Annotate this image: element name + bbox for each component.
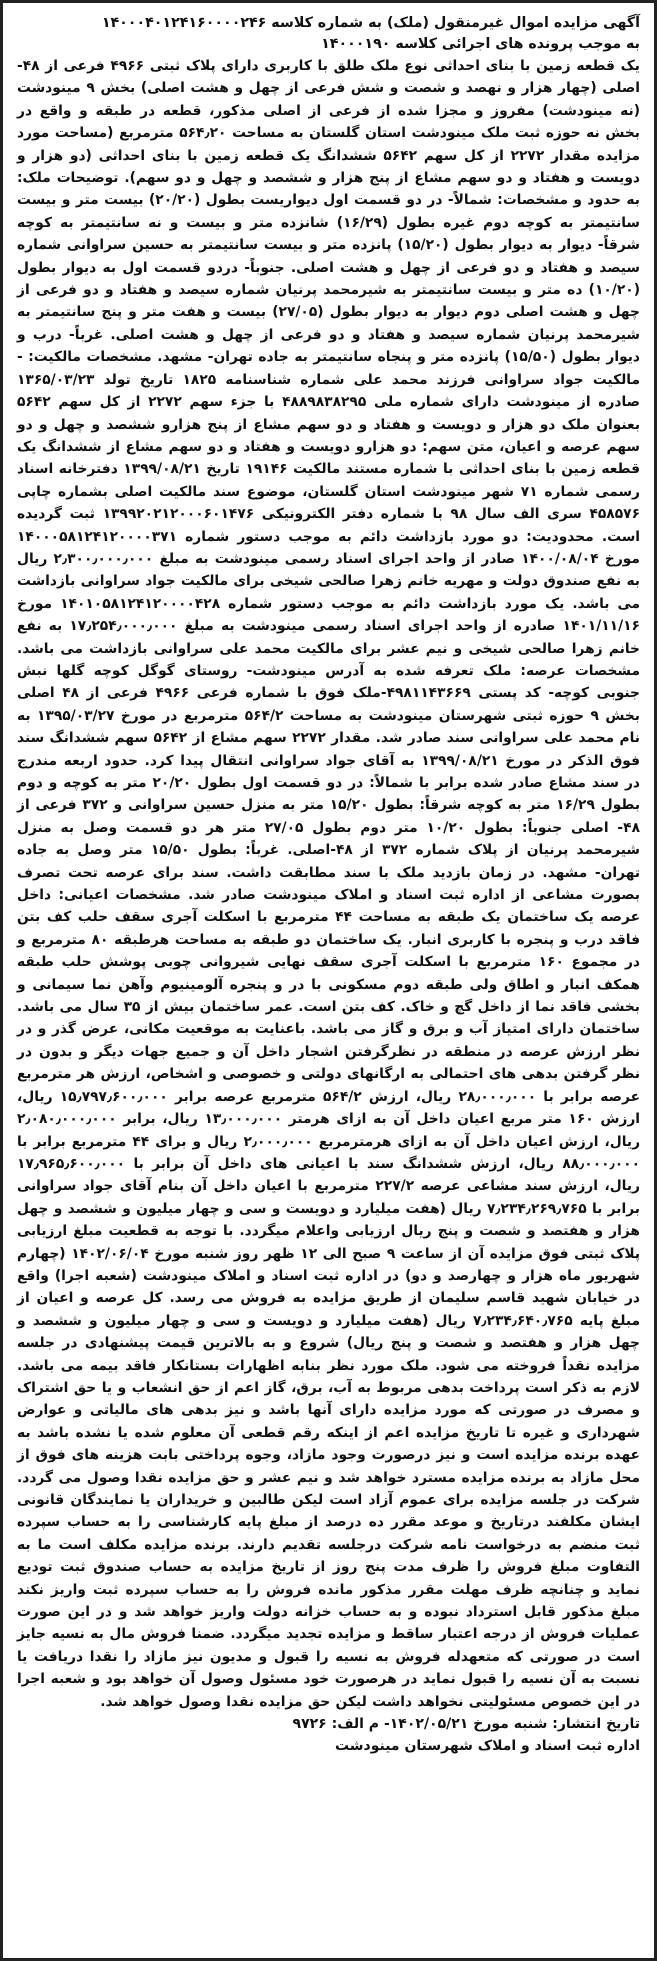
notice-title: آگهی مزایده اموال غیرمنقول (ملک) به شماره کلاسه ۱۴۰۰۰۴۰۱۲۴۱۶۰۰۰۰۲۴۶ — [101, 15, 640, 31]
issuing-office: اداره ثبت اسناد و املاک شهرستان مینودشت — [334, 1738, 640, 1755]
notice-body: یک قطعه زمین با بنای احداثی نوع ملک طلق با کاربری دارای پلاک ثبتی ۴۹۶۶ فرعی از ۴۸-اصلی (چهار هزار و نهصد و شصت و شش فرعی از چهل و هشت اصلی) بخش ۹ مینودشت (نه مینودشت) مفروز و مجزا شده از فرعی از اصلی مذکور، قطعه در طبقه و واقع در بخش نه حوزه ثبت ملک مینودشت استان گلستان به مساحت ۵۶۴٫۲۰ مترمربع (مساحت مورد مزایده مقدار ۲۲۷۲ از کل سهم ۵۶۴۲ ششدانگ یک قطعه زمین با بنای احداثی (دو هزار و دویست و هفتاد و دو سهم مشاع از پنج هزار و ششصد و چهل و دو سهم). توضیحات ملک: به حدود و مشخصات: شمالاً- در دو قسمت اول دیواریست بطول (۲۰/۲۰) بیست متر و بیست سانتیمتر به کوچه دوم غیره بطول (۱۶/۲۹) شانزده متر و بیست و نه سانتیمتر به کوچه شرقاً- دیوار به دیوار بطول (۱۵/۲۰) پانزده متر و بیست سانتیمتر به حسین سراوانی شماره سیصد و هفتاد و دو فرعی از چهل و هشت اصلی. جنوباً- دردو قسمت اول به دیوار بطول (۱۰/۲۰) ده متر و بیست سانتیمتر به شیرمحمد پرنیان شماره سیصد و هفتاد و دو فرعی از چهل و هشت اصلی دوم دیوار به دیوار بطول (۲۷/۰۵) بیست و هفت متر و پنج سانتیمتر به شیرمحمد پرنیان شماره سیصد و هفتاد و دو فرعی از چهل و هشت اصلی. غرباً- درب و دیوار بطول (۱۵/۵۰) پانزده متر و پنجاه سانتیمتر به جاده تهران- مشهد. مشخصات مالکیت: - مالکیت جواد سراوانی فرزند محمد علی شماره شناسنامه ۱۸۲۵ تاریخ تولد ۱۳۶۵/۰۳/۲۳ صادره از مینودشت دارای شماره ملی ۴۸۸۹۸۳۸۲۹۵ با جزء سهم ۲۲۷۲ از کل سهم ۵۶۴۲ بعنوان ملک دو هزار و دویست و هفتاد و دو سهم مشاع از پنج هزارو ششصد و چهل و دو سهم عرصه و اعیان، متن سهم: دو هزارو دویست و هفتاد و دو سهم مشاع از ششدانگ یک قطعه زمین با بنای احداثی با شماره مستند مالکیت ۱۹۱۴۶ تاریخ ۱۳۹۹/۰۸/۲۱ دفترخانه اسناد رسمی شماره ۷۱ شهر مینودشت استان گلستان، موضوع سند مالکیت اصلی بشماره چاپی ۴۵۸۵۷۶ سری الف سال ۹۸ با شماره دفتر الکترونیکی ۱۳۹۹۲۰۲۱۲۰۰۰۶۰۱۴۷۶ ثبت گردیده است. محدودیت: دو مورد بازداشت دائم به موجب دستور شماره ۱۴۰۰۰۵۸۱۲۴۱۲۰۰۰۰۳۷۱ مورخ ۱۴۰۰/۰۸/۰۴ صادر از واحد اجرای اسناد رسمی مینودشت به مبلغ ۲٫۳۰۰٫۰۰۰٫۰۰۰ ریال به نفع صندوق دولت و مهریه خانم زهرا صالحی شیخی برای مالکیت جواد سراوانی بازداشت می باشد. یک مورد بازداشت دائم به موجب دستور شماره ۱۴۰۱۰۵۸۱۲۴۱۲۰۰۰۰۴۲۸ مورخ ۱۴۰۱/۱۱/۱۶ صادره از واحد اجرای اسناد رسمی مینودشت به مبلغ ۱۷٫۲۵۴٫۰۰۰٫۰۰۰ به نفع خانم زهرا صالحی شیخی و نیم عشر برای مالکیت محمد علی سراوانی بازداشت می باشد. مشخصات عرصه: ملک تعرفه شده به آدرس مینودشت- روستای گوگل کوچه گلها نبش جنوبی کوچه- کد پستی ۴۹۸۱۱۴۳۶۶۹-ملک فوق با شماره فرعی ۴۹۶۶ فرعی از ۴۸ اصلی بخش ۹ حوزه ثبتی شهرستان مینودشت به مساحت ۵۶۴/۲ مترمربع در مورخ ۱۳۹۵/۰۳/۲۷ به نام محمد علی سراوانی سند صادر شد. مقدار ۲۲۷۲ سهم مشاع از ۵۶۴۲ سهم ششدانگ سند فوق الذکر در مورخ ۱۳۹۹/۰۸/۲۱ به آقای جواد سراوانی انتقال پیدا کرد. حدود اربعه مندرج در سند مشاع صادر شده برابر با شمالاً: در دو قسمت اول بطول ۲۰/۲۰ متر به کوچه و دوم بطول ۱۶/۲۹ متر به کوچه شرقاً: بطول ۱۵/۲۰ متر به منزل حسین سراوانی و ۳۷۲ فرعی از ۴۸- اصلی جنوباً: بطول ۱۰/۲۰ متر دوم بطول ۲۷/۰۵ متر هر دو قسمت وصل به منزل شیرمحمد پرنیان از پلاک شماره ۳۷۲ از ۴۸-اصلی. غرباً: بطول ۱۵/۵۰ متر وصل به جاده تهران- مشهد. در زمان بازدید ملک با سند مطابقت داشت. سند برای عرصه تحت تصرف بصورت مشاعی از اداره ثبت اسناد و املاک مینودشت صادر شد. مشخصات اعیانی: داخل عرصه یک ساختمان یک طبقه به مساحت ۴۴ مترمربع با اسکلت آجری سقف حلب کف بتن فاقد درب و پنجره با کاربری انبار. یک ساختمان دو طبقه به مساحت هرطبقه ۸۰ مترمربع و در مجموع ۱۶۰ مترمربع با اسکلت آجری سقف نهایی شیروانی چوبی پوشش حلب طبقه همکف انبار و اطاق ولی طبقه دوم مسکونی با در و پنجره آلومینیوم وآهن نما سیمانی و بخشی فاقد نما از داخل گچ و خاک. کف بتن است. عمر ساختمان بیش از ۳۵ سال می باشد. ساختمان دارای امتیاز آب و برق و گاز می باشد. باعنایت به موقعیت مکانی، عرض گذر و در نظر ارزش عرصه در منطقه در نظرگرفتن اشجار داخل آن و جمیع جهات دیگر و بدون در نظر گرفتن بدهی های احتمالی به ارگانهای دولتی و خصوصی و اشخاص، ارزش هر مترمربع عرصه برابر با ۲۸٫۰۰۰٫۰۰۰ ریال، ارزش ۵۶۴/۲ مترمربع عرصه برابر ۱۵٫۷۹۷٫۶۰۰٫۰۰۰ ریال، ارزش ۱۶۰ متر مربع اعیان داخل آن به ازای هرمتر ۱۳٫۰۰۰٫۰۰۰ ریال، برابر ۲٫۰۸۰٫۰۰۰٫۰۰۰ ریال، ارزش اعیان داخل آن به ازای هرمترمربع ۲٫۰۰۰٫۰۰۰ ریال و برای ۴۴ مترمربع برابر با ۸۸٫۰۰۰٫۰۰۰ ریال، ارزش ششدانگ سند با اعیانی های داخل آن برابر با ۱۷٫۹۶۵٫۶۰۰٫۰۰۰ ریال، ارزش سند مشاعی عرصه ۲۲۷/۲ مترمربع با اعیان داخل آن بنام آقای جواد سراوانی برابر با ۷٫۲۳۴٫۲۶۹٫۷۶۵ ریال (هفت میلیارد و دویست و سی و چهار میلیون و ششصد و چهل هزار و هفتصد و شصت و پنج ریال ارزیابی واعلام میگردد. با توجه به قطعیت مبلغ ارزیابی پلاک ثبتی فوق مزایده آن از ساعت ۹ صبح الی ۱۲ ظهر روز شنبه مورخ ۱۴۰۲/۰۶/۰۴ (چهارم شهریور ماه هزار و چهارصد و دو) در اداره ثبت اسناد و املاک مینودشت (شعبه اجرا) واقع در خیابان شهید قاسم سلیمان از طریق مزایده به فروش می رسد. کل عرصه و اعیان از مبلغ پایه ۷٫۲۳۴٫۶۴۰٫۷۶۵ ریال (هفت میلیارد و دویست و سی و چهار میلیون و ششصد و چهل هزار و هفتصد و شصت و پنج ریال) شروع و به بالاترین قیمت پیشنهادی در جلسه مزایده نقداً فروخته می شود. ملک مورد نظر بنابه اظهارات بستانکار فاقد بیمه می باشد. لازم به ذکر است پرداخت بدهی مربوط به آب، برق، گاز اعم از حق انشعاب و یا حق اشتراک و مصرف در صورتی که مورد مزایده دارای آنها باشد و نیز بدهی های مالیاتی و عوارض شهرداری و غیره تا تاریخ مزایده اعم از اینکه رقم قطعی آن معلوم شده یا نشده باشد به عهده برنده مزایده است و نیز درصورت وجود مازاد، وجوه پرداختی بابت هزینه های فوق از محل مازاد به برنده مزایده مسترد خواهد شد و نیم عشر و حق مزایده نقدا وصول می گردد. شرکت در جلسه مزایده برای عموم آزاد است لیکن طالبین و خریداران یا نمایندگان قانونی ایشان مکلفند درتاریخ و موعد مقرر ده درصد از مبلغ پایه کارشناسی را به حساب سپرده ثبت منضم به درخواست نامه شرکت درجلسه تقدیم دارند. برنده مزایده مکلف است ما به التفاوت مبلغ فروش را ظرف مدت پنج روز از تاریخ مزایده به حساب صندوق ثبت تودیع نماید و چنانچه ظرف مهلت مقرر مذکور مانده فروش را به حساب سپرده ثبت واریز نکند مبلغ مذکور قابل استرداد نبوده و به حساب خزانه دولت واریز خواهد شد و در این صورت عملیات فروش از درجه اعتبار ساقط و مزایده تجدید میگردد. ضمنا فروش مال به نسیه جایز است در صورتی که متعهدله فروش به نسیه را قبول و مدیون نیز مازاد را نقدا دریافت یا نسبت به آن نسیه را قبول نماید در هرصورت خود مسئول وصول آن خواهد بود و شعبه اجرا در این خصوص مسئولیتی نخواهد داشت لیکن حق مزایده نقدا وصول خواهد شد. — [17, 58, 641, 1710]
notice-subtitle: به موجب پرونده های اجرائی کلاسه ۱۴۰۰۰۱۹۰ — [321, 36, 640, 52]
publication-date: تاریخ انتشار: شنبه مورخ ۱۴۰۲/۰۵/۲۱- م الف: ۹۷۲۶ — [292, 1716, 640, 1733]
